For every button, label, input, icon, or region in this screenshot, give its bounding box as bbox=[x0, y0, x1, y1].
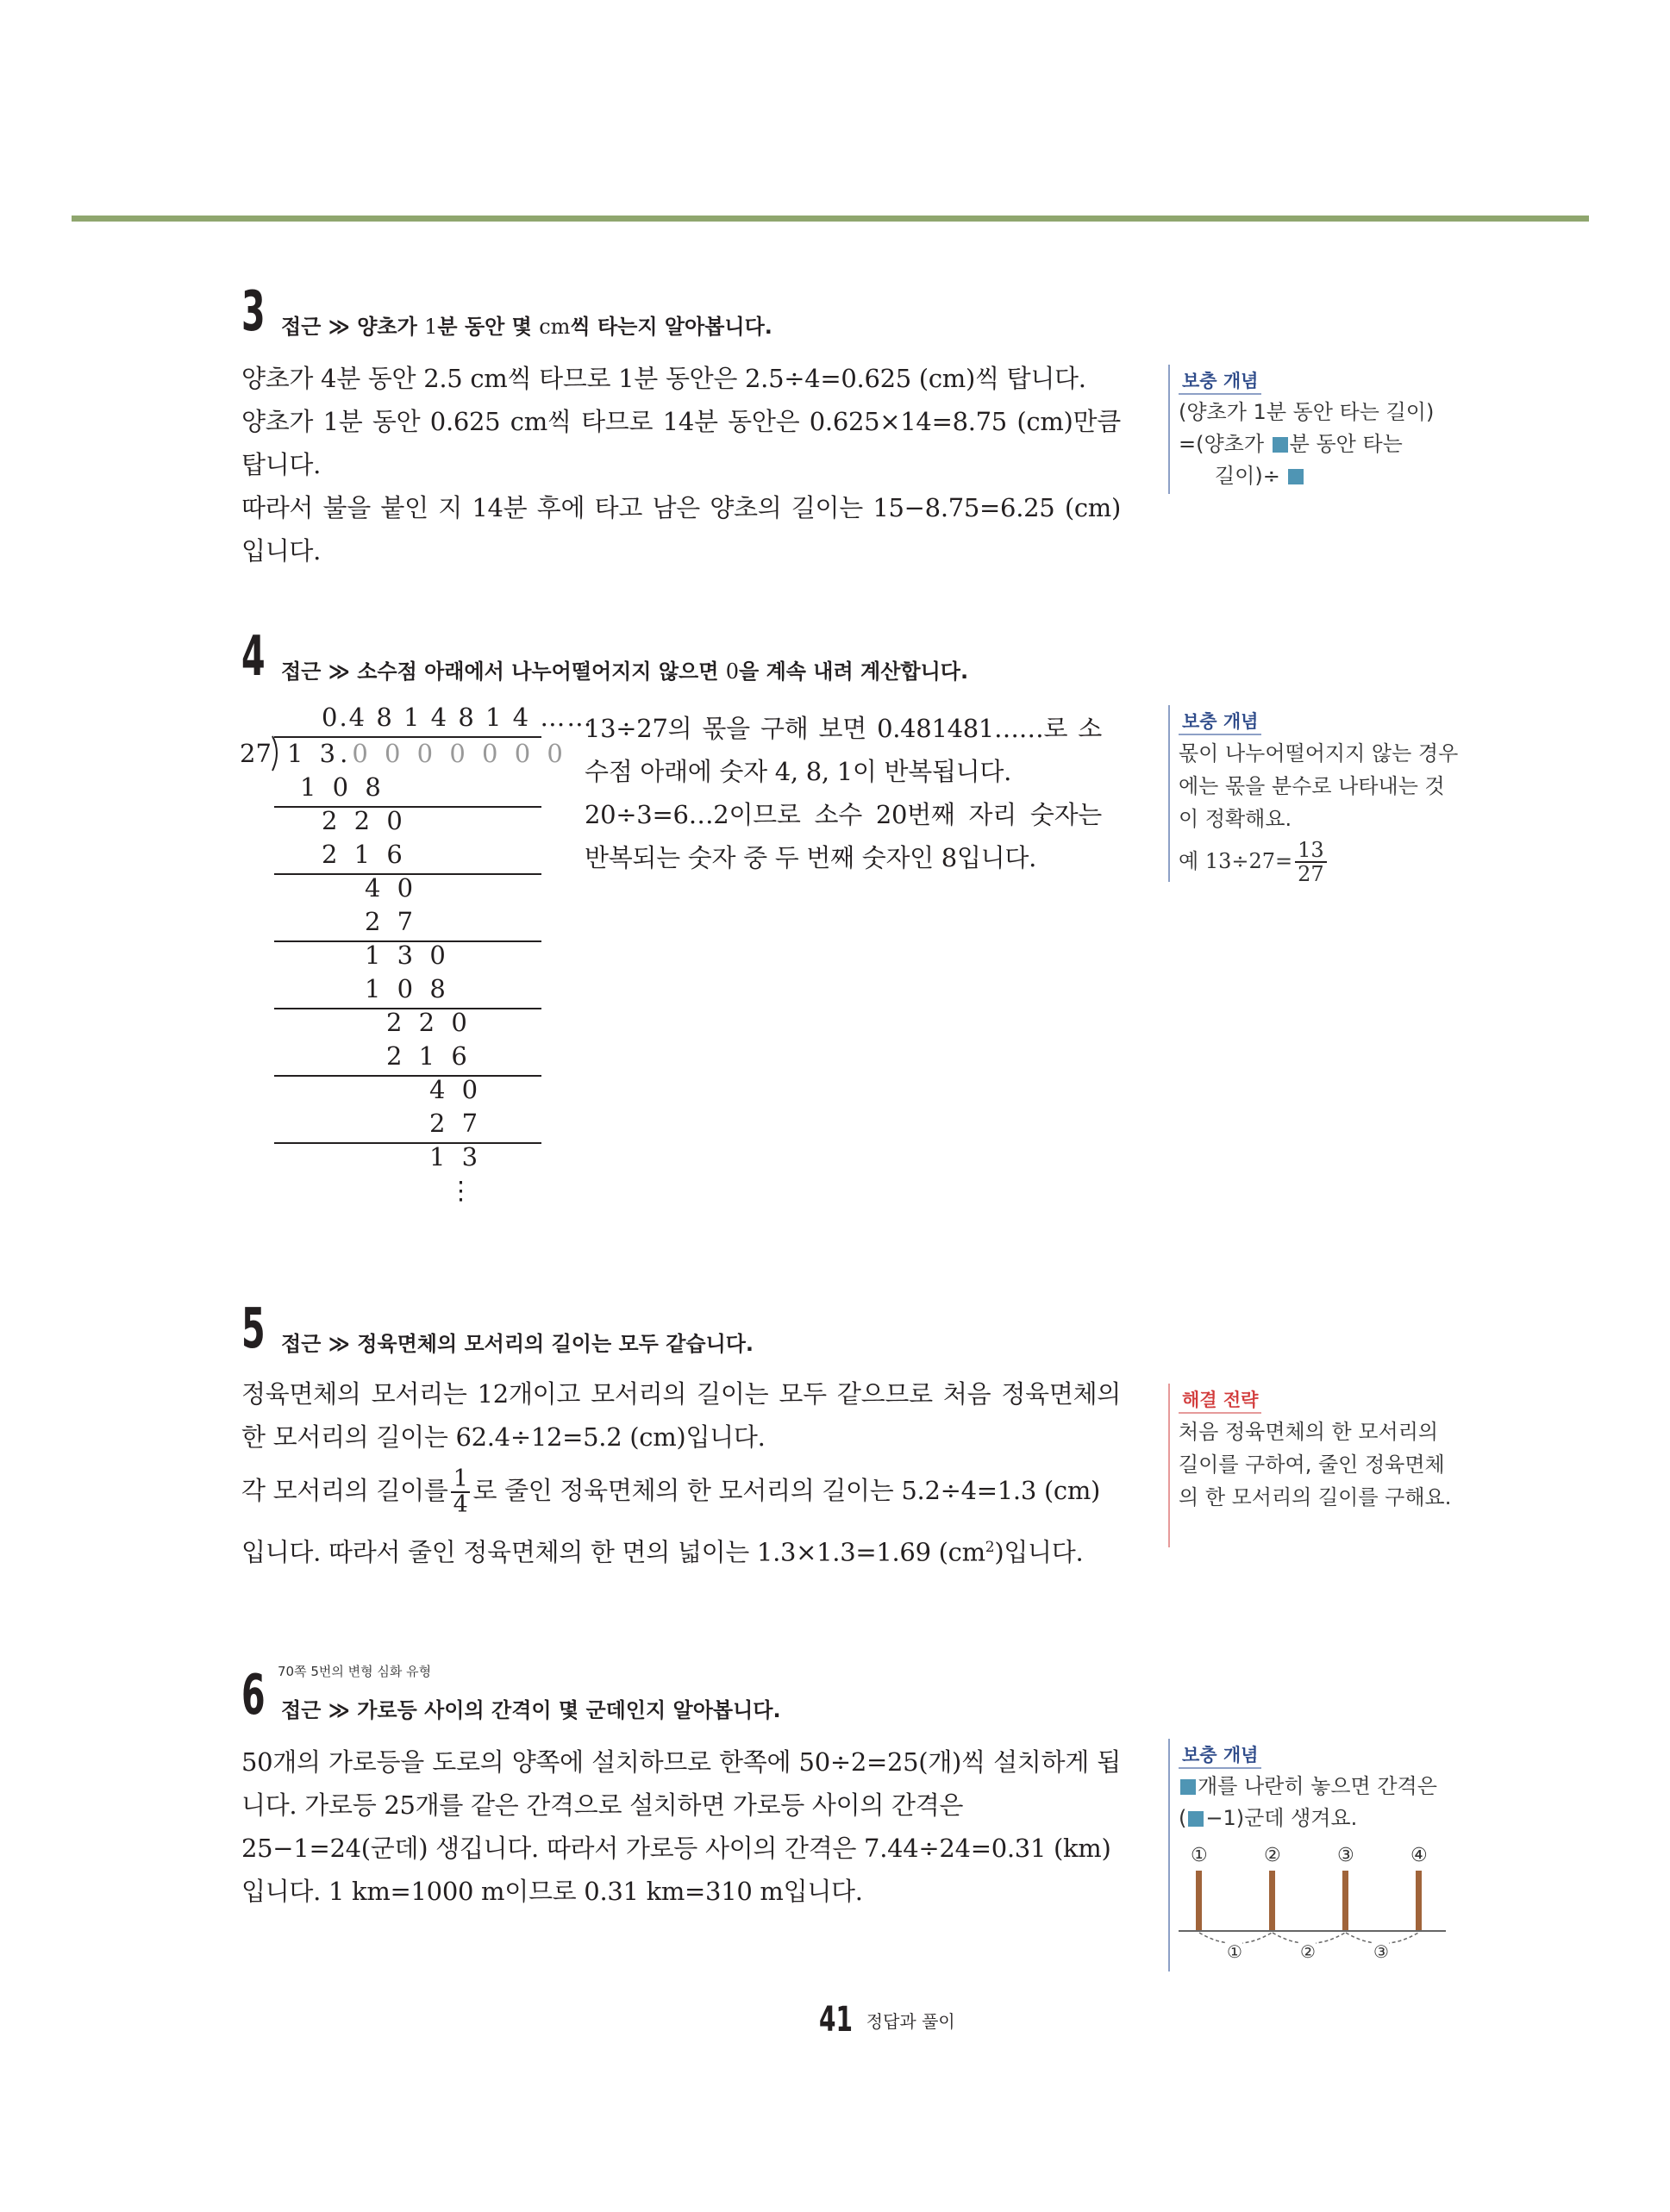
side-label: 보충 개념 bbox=[1179, 369, 1261, 395]
side-line: (양초가 1분 동안 타는 길이) bbox=[1179, 400, 1435, 424]
side-example: 예 13÷27= $\frac{13}{27}$ bbox=[1179, 839, 1459, 885]
solution-line: 정육면체의 모서리는 12개이고 모서리의 길이는 모두 같으므로 처음 정육면체의 한 모서리의 길이는 62.4÷12=5.2 (cm)입니다. bbox=[241, 1379, 1121, 1452]
section-5-header bbox=[241, 1297, 1121, 1361]
approach-heading: 접근 ≫ 정육면체의 모서리의 길이는 모두 같습니다. bbox=[281, 1332, 754, 1356]
footer-title: 정답과 풀이 bbox=[866, 2011, 955, 2032]
long-division bbox=[240, 703, 594, 1211]
approach-heading: 접근 ≫ 양초가 1분 동안 몇 cm씩 타는지 알아봅니다. bbox=[281, 315, 772, 339]
solution-line: 따라서 불을 붙인 지 14분 후에 타고 남은 양초의 길이는 15−8.75=6.25 (cm) 입니다. bbox=[241, 493, 1121, 565]
side-text: 몫이 나누어떨어지지 않는 경우에는 몫을 분수로 나타내는 것이 정확해요. bbox=[1179, 741, 1459, 831]
solution-line: 50개의 가로등을 도로의 양쪽에 설치하므로 한쪽에 50÷2=25(개)씩 설치하게 됩니다. 가로등 25개를 같은 간격으로 설치하면 가로등 사이의 간격은 bbox=[241, 1747, 1121, 1820]
post-label: ③ bbox=[1337, 1845, 1354, 1866]
solution-line: 20÷3=6…2이므로 소수 20번째 자리 숫자는 반복되는 숫자 중 두 번째 숫자인 8입니다. bbox=[585, 800, 1102, 872]
division-bar bbox=[274, 736, 541, 738]
side-line: 길이)÷ bbox=[1179, 460, 1459, 492]
division-step: 4 0 bbox=[429, 1075, 483, 1104]
section-4-header bbox=[241, 625, 1121, 689]
side-note-3 bbox=[1168, 365, 1459, 494]
post-label: ① bbox=[1191, 1845, 1208, 1866]
section-3-header bbox=[241, 280, 1121, 344]
approach-heading: 접근 ≫ 가로등 사이의 간격이 몇 군데인지 알아봅니다. bbox=[281, 1698, 781, 1722]
solution-line: 입니다. 따라서 줄인 정육면체의 한 면의 넓이는 1.3×1.3=1.69 $(cm^2)$입니다. bbox=[241, 1537, 1084, 1567]
top-rule bbox=[72, 216, 1589, 222]
solution-line: 각 모서리의 길이를 $\frac{1}{4}$ 로 줄인 정육면체의 한 모서리의 길이는 5.2÷4=1.3 (cm) bbox=[241, 1465, 1101, 1518]
square-marker-icon bbox=[1180, 1779, 1196, 1795]
section-4-body bbox=[585, 707, 1102, 879]
section-3 bbox=[241, 280, 1121, 572]
division-step: 2 1 6 bbox=[386, 1041, 472, 1071]
square-marker-icon bbox=[1273, 437, 1288, 453]
section-5-body bbox=[241, 1372, 1121, 1574]
division-step: 2 7 bbox=[365, 907, 418, 936]
side-line: =(양초가 분 동안 타는 bbox=[1179, 432, 1403, 456]
page-footer bbox=[819, 2000, 955, 2040]
side-note-4 bbox=[1168, 705, 1459, 886]
gap-label: ① bbox=[1227, 1936, 1242, 1968]
post-label: ④ bbox=[1410, 1845, 1428, 1866]
division-step: 2 2 0 bbox=[322, 806, 407, 835]
division-step: 1 3 bbox=[429, 1142, 483, 1172]
side-line: ( −1)군데 생겨요. bbox=[1179, 1806, 1358, 1830]
section-6 bbox=[241, 1664, 1121, 1913]
problem-number: 4 bbox=[241, 625, 266, 689]
division-bracket-icon bbox=[271, 735, 283, 772]
division-step: 2 1 6 bbox=[322, 840, 407, 869]
division-step: ⋮ bbox=[448, 1176, 478, 1205]
section-4 bbox=[241, 625, 1121, 689]
gap-label: ③ bbox=[1373, 1936, 1389, 1968]
solution-line: 양초가 4분 동안 2.5 cm씩 타므로 1분 동안은 2.5÷4=0.625 (cm)씩 탑니다. bbox=[241, 364, 1086, 393]
division-rule bbox=[274, 1142, 541, 1144]
section-5 bbox=[241, 1297, 1121, 1574]
section-6-body bbox=[241, 1740, 1121, 1913]
fraction: $\frac{13}{27}$ bbox=[1295, 839, 1327, 885]
section-3-body bbox=[241, 357, 1121, 572]
division-step: 1 0 8 bbox=[365, 974, 450, 1003]
side-note-5 bbox=[1168, 1384, 1459, 1547]
division-rule bbox=[274, 1075, 541, 1077]
page-number: 41 bbox=[819, 2000, 853, 2040]
side-line: 개를 나란히 놓으면 간격은 bbox=[1179, 1771, 1459, 1803]
solution-line: 13÷27의 몫을 구해 보면 0.481481……로 소수점 아래에 숫자 4, 8, 1이 반복됩니다. bbox=[585, 714, 1102, 786]
dividend: 1 3.0 0 0 0 0 0 0 bbox=[287, 739, 567, 768]
division-step: 2 2 0 bbox=[386, 1008, 472, 1037]
division-step: 1 0 8 bbox=[300, 772, 385, 802]
divisor: 27 bbox=[240, 739, 272, 768]
approach-heading: 접근 ≫ 소수점 아래에서 나누어떨어지지 않으면 0을 계속 내려 계산합니다. bbox=[281, 659, 969, 684]
side-text: 처음 정육면체의 한 모서리의 길이를 구하여, 줄인 정육면체의 한 모서리의 길이를 구해요. bbox=[1179, 1420, 1452, 1509]
gap-label: ② bbox=[1300, 1936, 1316, 1968]
solution-line: 25−1=24(군데) 생깁니다. 따라서 가로등 사이의 간격은 7.44÷24=0.31 (km) bbox=[241, 1834, 1111, 1863]
division-step: 4 0 bbox=[365, 873, 418, 903]
side-label: 보충 개념 bbox=[1179, 1743, 1261, 1769]
division-step: 1 3 0 bbox=[365, 940, 450, 970]
streetlight-posts-icon bbox=[1179, 1864, 1454, 1959]
variant-note: 70쪽 5번의 변형 심화 유형 bbox=[278, 1664, 432, 1679]
problem-number: 5 bbox=[241, 1297, 266, 1361]
square-marker-icon bbox=[1288, 469, 1304, 484]
fraction: $\frac{1}{4}$ bbox=[451, 1467, 471, 1517]
post-label: ② bbox=[1264, 1845, 1281, 1866]
solution-line: 입니다. 1 km=1000 m이므로 0.31 km=310 m입니다. bbox=[241, 1877, 863, 1906]
side-label: 해결 전략 bbox=[1179, 1388, 1261, 1414]
problem-number: 3 bbox=[241, 280, 266, 344]
problem-number: 6 bbox=[241, 1664, 266, 1728]
side-note-6 bbox=[1168, 1739, 1459, 1971]
division-step: 2 7 bbox=[429, 1109, 483, 1138]
streetlight-diagram bbox=[1179, 1840, 1459, 1960]
solution-line: 양초가 1분 동안 0.625 cm씩 타므로 14분 동안은 0.625×14=8.75 (cm)만큼 탑니다. bbox=[241, 407, 1121, 479]
side-label: 보충 개념 bbox=[1179, 709, 1261, 735]
section-6-header bbox=[241, 1664, 1121, 1728]
quotient: 0.4 8 1 4 8 1 4 …… bbox=[322, 703, 594, 732]
square-marker-icon bbox=[1188, 1811, 1204, 1827]
division-rule bbox=[274, 806, 541, 808]
